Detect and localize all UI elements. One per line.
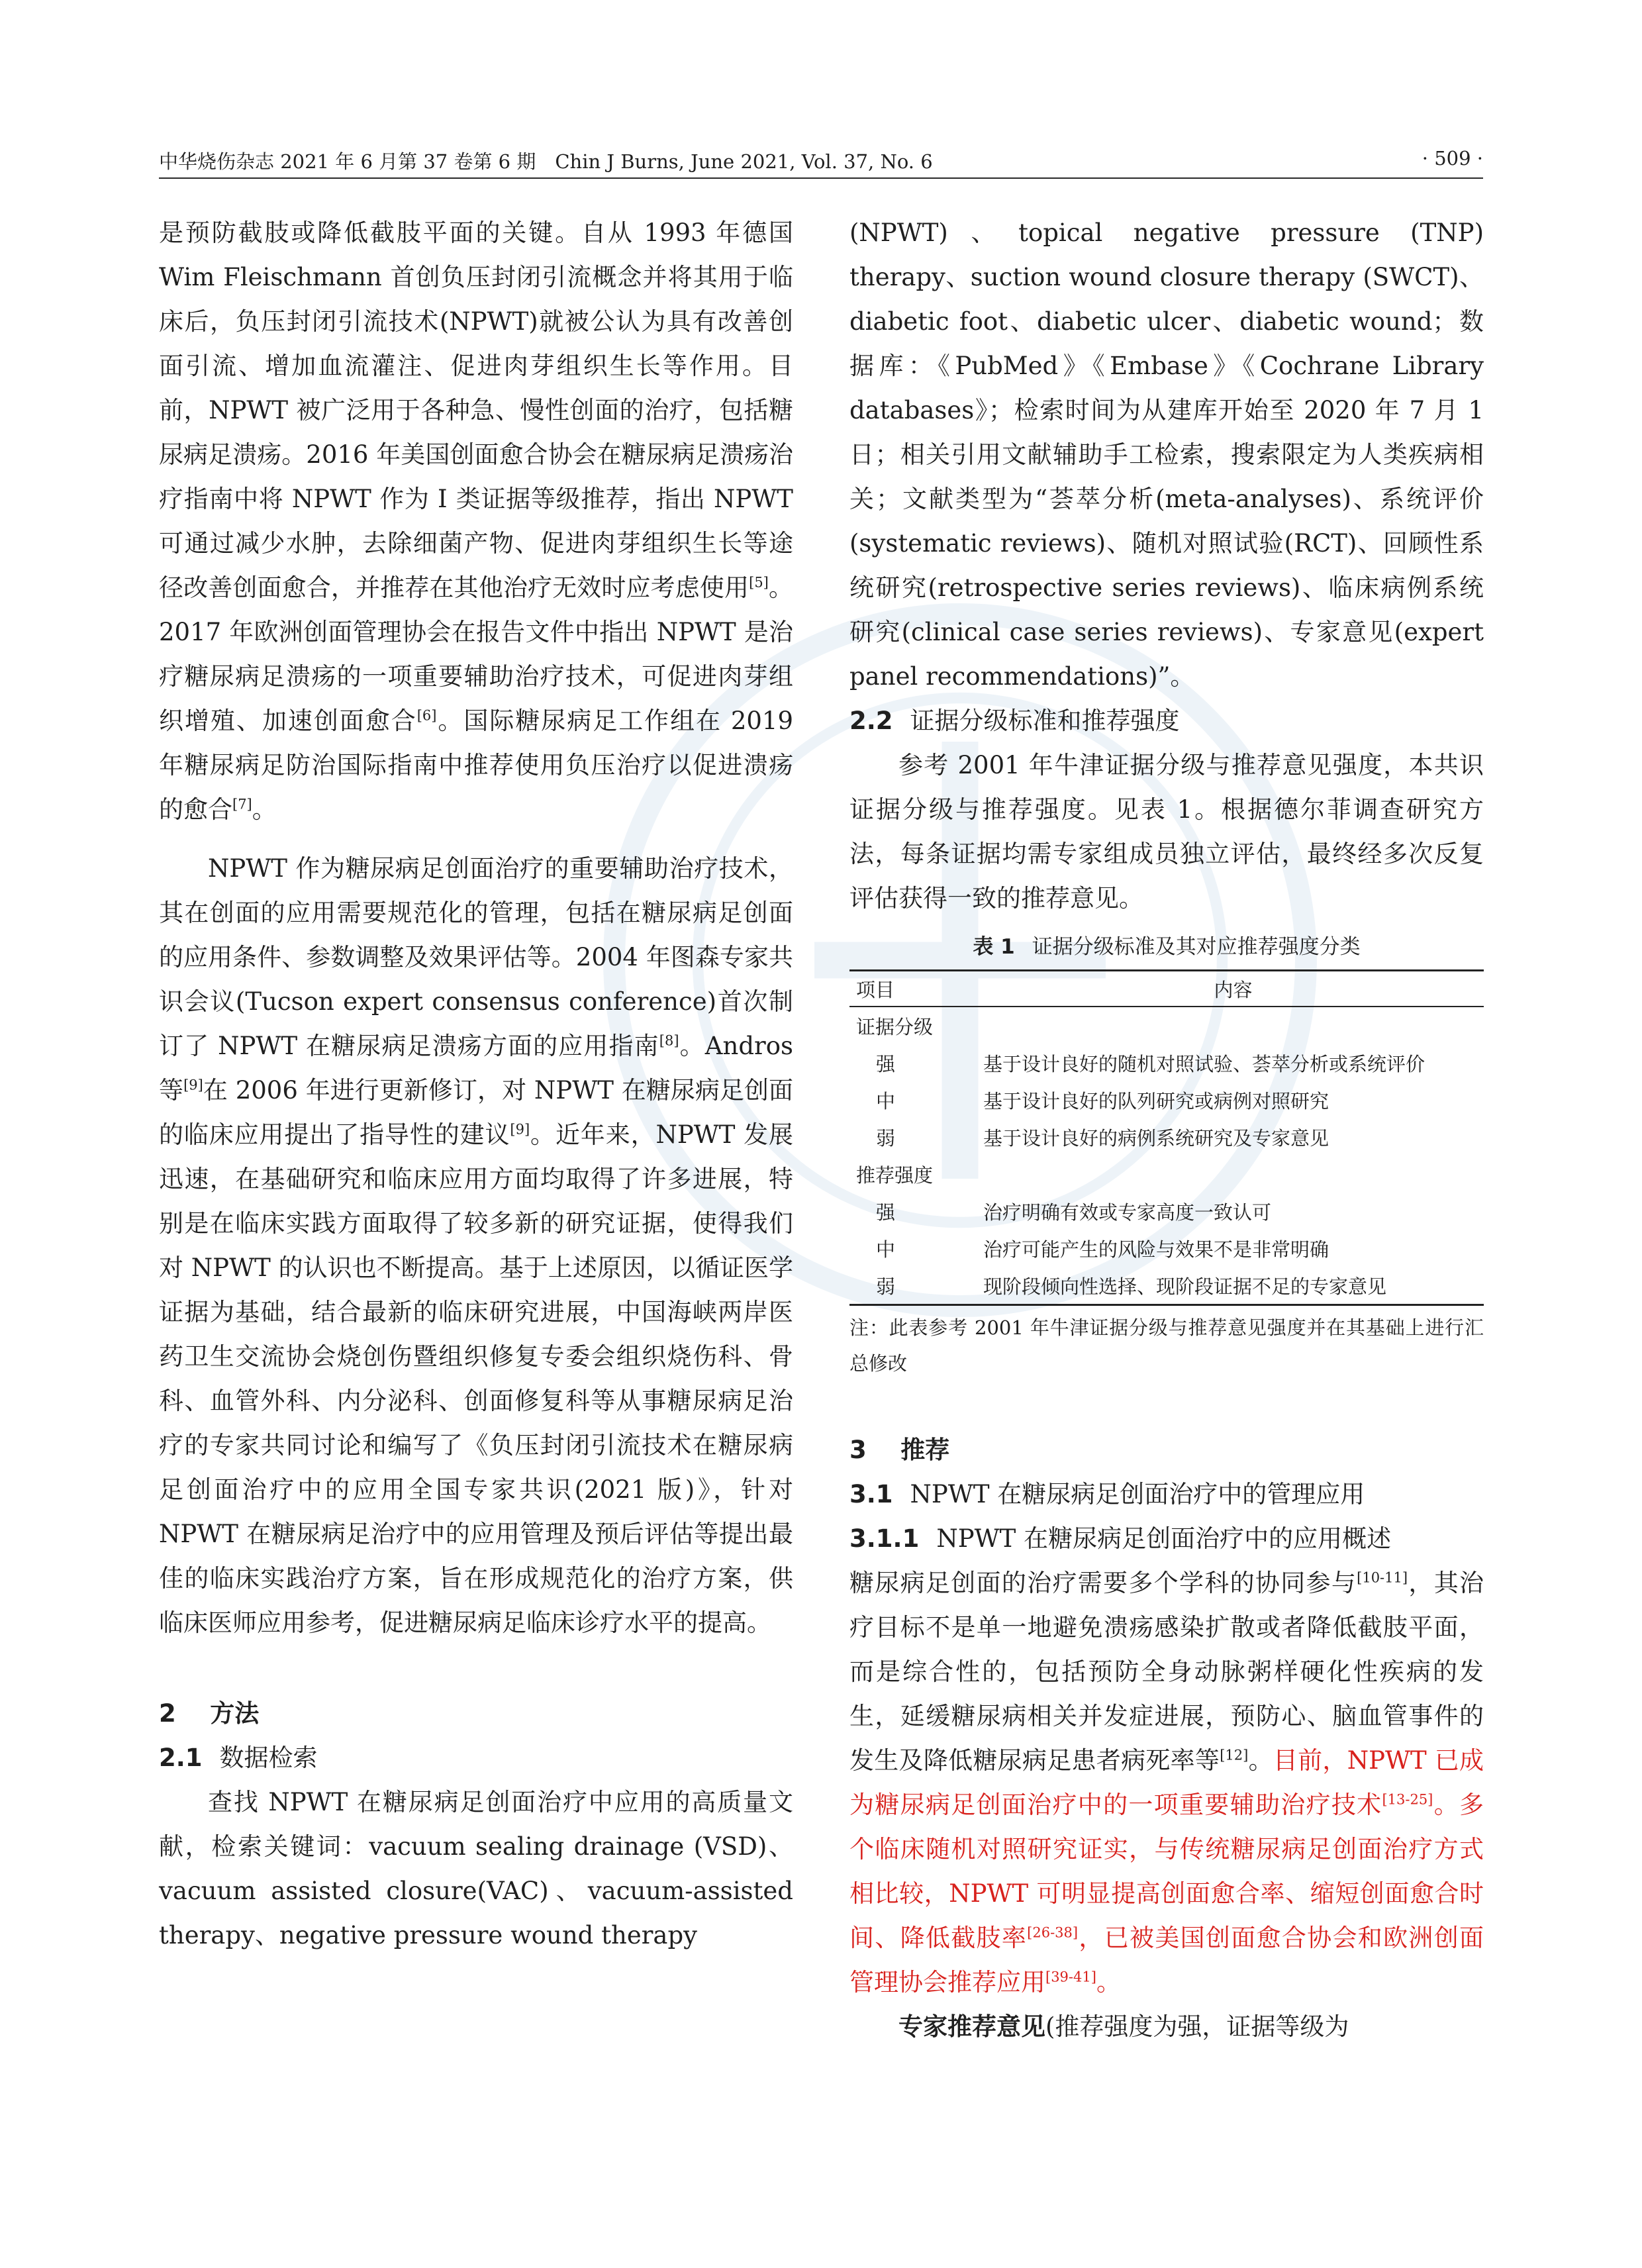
table-caption: 表 1 证据分级标准及其对应推荐强度分类 xyxy=(973,935,1361,959)
subsection-heading-management: 3.1 NPWT 在糖尿病足创面治疗中的管理应用 xyxy=(849,1480,1365,1508)
table-note: 注：此表参考 2001 年牛津证据分级与推荐意见强度并在其基础上进行汇总修改 xyxy=(849,1316,1484,1375)
paragraph-intro-continued: 是预防截肢或降低截肢平面的关键。自从 1993 年德国 Wim Fleischmann 首创负压封闭引流概念并将其用于临床后，负压封闭引流技术(NPWT)就被公认为具有改善创面引流、增加血流灌注、促进肉芽组织生长等作用。目前，NPWT 被广泛用于各种急、慢性创面的治疗，包括糖尿病足溃疡。2016 年美国创面愈合协会在糖尿病足溃疡治疗指南中将 NPWT 作为 Ⅰ 类证据等级推荐，指出 NPWT 可通过减少水肿，去除细菌产物、促进肉芽组织生长等途径改善创面愈合，并推荐在其他治疗无效时应考虑使用[5]。2017 年欧洲创面管理协会在报告文件中指出 NPWT 是治疗糖尿病足溃疡的一项重要辅助治疗技术，可促进肉芽组织增殖、加速创面愈合[6]。国际糖尿病足工作组在 2019 年糖尿病足防治国际指南中推荐使用负压治疗以促进溃疡的愈合[7]。 xyxy=(159,219,794,824)
journal-citation: 中华烧伤杂志 2021 年 6 月第 37 卷第 6 期 Chin J Burns, June 2021, Vol. 37, No. 6 xyxy=(159,150,933,173)
table-row: 中 治疗可能产生的风险与效果不是非常明确 xyxy=(876,1238,1329,1261)
evidence-table xyxy=(849,969,1484,1306)
right-column xyxy=(849,211,1484,2049)
paragraph-expert-recommendation: 专家推荐意见(推荐强度为强，证据等级为 xyxy=(898,2012,1349,2041)
paragraph-search-continued: (NPWT)、topical negative pressure (TNP) therapy、suction wound closure therapy (SWCT)、diabetic foot、diabetic ulcer、diabetic wound；数据库：《PubMed》《Embase》《Cochrane Library databases》；检索时间为从建库开始至 2020 年 7 月 1 日；相关引用文献辅助手工检索，搜索限定为人类疾病相关；文献类型为“荟萃分析(meta-analyses)、系统评价(systematic reviews)、随机对照试验(RCT)、回顾性系统研究(retrospective series reviews)、临床病例系统研究(clinical case series reviews)、专家意见(expert panel recommendations)”。 xyxy=(849,219,1484,691)
subsubsection-heading-overview: 3.1.1 NPWT 在糖尿病足创面治疗中的应用概述 xyxy=(849,1524,1392,1553)
subsection-heading-evidence-grading: 2.2 证据分级标准和推荐强度 xyxy=(849,707,1180,735)
table-row: 中 基于设计良好的队列研究或病例对照研究 xyxy=(876,1089,1329,1112)
section-heading-recommendations: 3 推荐 xyxy=(849,1436,950,1464)
paragraph-evidence-grading: 参考 2001 年牛津证据分级与推荐意见强度，本共识证据分级与推荐强度。见表 1。根据德尔菲调查研究方法，每条证据均需专家组成员独立评估，最终经多次反复评估获得一致的推荐意见。 xyxy=(849,751,1484,912)
table-row: 弱 现阶段倾向性选择、现阶段证据不足的专家意见 xyxy=(849,1267,1484,1305)
table-group-row: 证据分级 xyxy=(856,1015,934,1038)
highlighted-text: 目前，NPWT 已成为糖尿病足创面治疗中的一项重要辅助治疗技术[13-25]。多个临床随机对照研究证实，与传统糖尿病足创面治疗方式相比较，NPWT 可明显提高创面愈合率、缩短创面愈合时间、降低截肢率[26-38]，已被美国创面愈合协会和欧洲创面管理协会推荐应用[39-41]。 xyxy=(849,1746,1484,1997)
table-row: 强 基于设计良好的随机对照试验、荟萃分析或系统评价 xyxy=(876,1052,1425,1075)
page-number: · 509 · xyxy=(1422,147,1483,170)
table-group-row: 推荐强度 xyxy=(856,1163,934,1187)
left-column xyxy=(159,211,793,1957)
paragraph-npwt-overview: NPWT 作为糖尿病足创面治疗的重要辅助治疗技术，其在创面的应用需要规范化的管理，包括在糖尿病足创面的应用条件、参数调整及效果评估等。2004 年图森专家共识会议(Tucson expert consensus conference)首次制订了 NPWT 在糖尿病足溃疡方面的应用指南[8]。Andros 等[9]在 2006 年进行更新修订，对 NPWT 在糖尿病足创面的临床应用提出了指导性的建议[9]。近年来，NPWT 发展迅速，在基础研究和临床应用方面均取得了许多进展，特别是在临床实践方面取得了较多新的研究证据，使得我们对 NPWT 的认识也不断提高。基于上述原因，以循证医学证据为基础，结合最新的临床研究进展，中国海峡两岸医药卫生交流协会烧创伤暨组织修复专委会组织烧伤科、骨科、血管外科、内分泌科、创面修复科等从事糖尿病足治疗的专家共同讨论和编写了《负压封闭引流技术在糖尿病足创面治疗中的应用全国专家共识(2021 版)》，针对 NPWT 在糖尿病足治疗中的应用管理及预后评估等提出最佳的临床实践治疗方案，旨在形成规范化的治疗方案，供临床医师应用参考，促进糖尿病足临床诊疗水平的提高。 xyxy=(159,854,794,1637)
running-header xyxy=(159,144,1483,179)
paragraph-application-overview: 糖尿病足创面的治疗需要多个学科的协同参与[10-11]，其治疗目标不是单一地避免溃疡感染扩散或者降低截肢平面，而是综合性的，包括预防全身动脉粥样硬化性疾病的发生，延缓糖尿病相关并发症进展，预防心、脑血管事件的发生及降低糖尿病足患者病死率等[12]。目前，NPWT 已成为糖尿病足创面治疗中的一项重要辅助治疗技术[13-25]。多个临床随机对照研究证实，与传统糖尿病足创面治疗方式相比较，NPWT 可明显提高创面愈合率、缩短创面愈合时间、降低截肢率[26-38]，已被美国创面愈合协会和欧洲创面管理协会推荐应用[39-41]。 xyxy=(849,1569,1484,1997)
table-row: 弱 基于设计良好的病例系统研究及专家意见 xyxy=(876,1126,1329,1150)
table-header-content: 内容 xyxy=(983,971,1484,1007)
subsection-heading-data-search: 2.1 数据检索 xyxy=(159,1744,318,1772)
section-heading-methods: 2 方法 xyxy=(159,1699,260,1728)
table-header-item: 项目 xyxy=(849,971,983,1007)
paragraph-search-keywords: 查找 NPWT 在糖尿病足创面治疗中应用的高质量文献，检索关键词：vacuum sealing drainage (VSD)、vacuum assisted closure(VAC)、vacuum-assisted therapy、negative pressure wound therapy xyxy=(159,1788,793,1949)
table-row: 强 治疗明确有效或专家高度一致认可 xyxy=(876,1201,1272,1224)
